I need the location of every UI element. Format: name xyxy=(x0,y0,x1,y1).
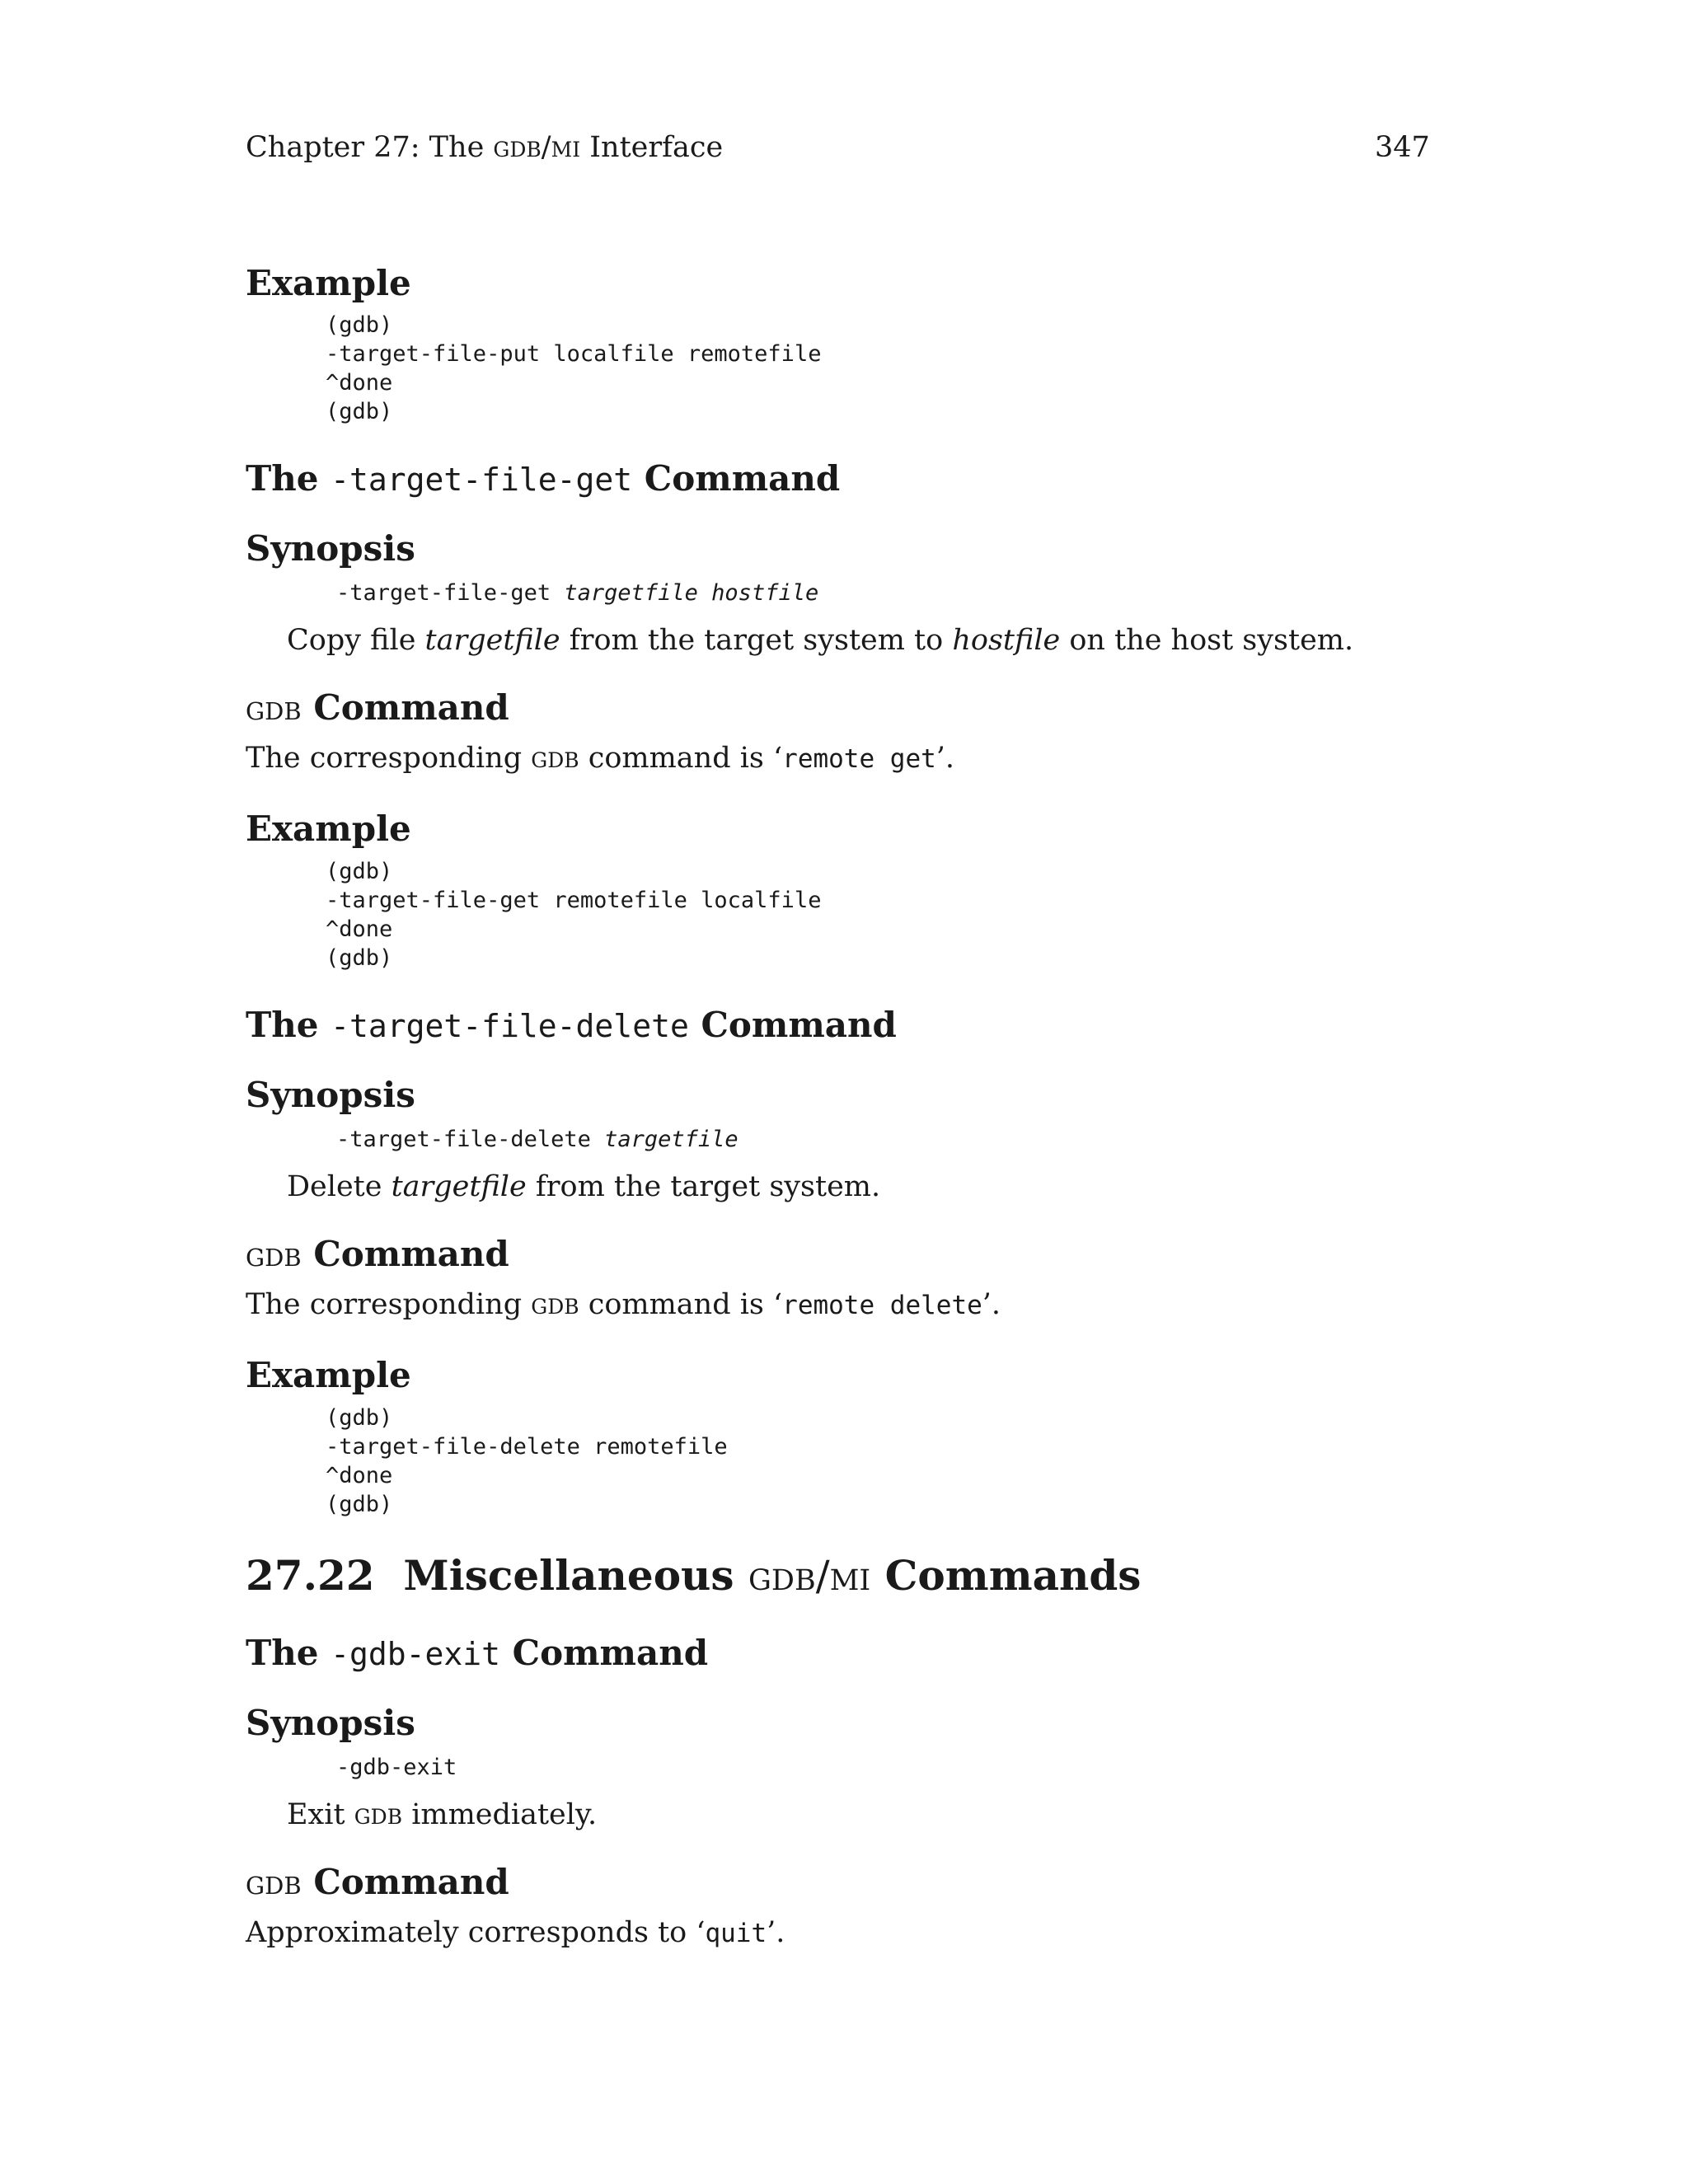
command-title-target-file-delete: The -target-file-delete Command xyxy=(246,1005,897,1045)
example-heading: Example xyxy=(246,808,411,849)
example-code-put: (gdb) -target-file-put localfile remotefile ^done (gdb) xyxy=(326,312,822,424)
corresponding-command-delete: The corresponding gdb command is ‘remote delete’. xyxy=(246,1288,1001,1321)
synopsis-gdb-exit: -gdb-exit xyxy=(336,1755,457,1780)
corresponding-command-get: The corresponding gdb command is ‘remote get’. xyxy=(246,742,955,775)
description-gdb-exit: Exit gdb immediately. xyxy=(287,1798,598,1831)
gdb-command-heading: gdb Command xyxy=(246,687,509,728)
running-header: Chapter 27: The gdb/mi Interface xyxy=(246,131,724,164)
page-number: 347 xyxy=(1375,131,1430,164)
description-target-file-delete: Delete targetfile from the target system. xyxy=(287,1170,881,1203)
synopsis-target-file-delete: -target-file-delete targetfile xyxy=(336,1127,738,1152)
section-heading-27-22: 27.22 Miscellaneous gdb/mi Commands xyxy=(246,1551,1142,1600)
synopsis-heading: Synopsis xyxy=(246,1075,415,1115)
gdb-command-heading: gdb Command xyxy=(246,1234,509,1274)
gdb-command-heading: gdb Command xyxy=(246,1862,509,1902)
synopsis-heading: Synopsis xyxy=(246,528,415,569)
example-code-get: (gdb) -target-file-get remotefile localfile ^done (gdb) xyxy=(326,859,822,971)
description-target-file-get: Copy file targetfile from the target system to hostfile on the host system. xyxy=(287,624,1354,657)
command-title-target-file-get: The -target-file-get Command xyxy=(246,458,841,499)
synopsis-heading: Synopsis xyxy=(246,1703,415,1743)
example-code-delete: (gdb) -target-file-delete remotefile ^done (gdb) xyxy=(326,1405,728,1517)
approx-corresponds-quit: Approximately corresponds to ‘quit’. xyxy=(246,1916,785,1949)
synopsis-target-file-get: -target-file-get targetfile hostfile xyxy=(336,580,819,606)
example-heading: Example xyxy=(246,263,411,303)
example-heading: Example xyxy=(246,1355,411,1395)
command-title-gdb-exit: The -gdb-exit Command xyxy=(246,1633,709,1673)
